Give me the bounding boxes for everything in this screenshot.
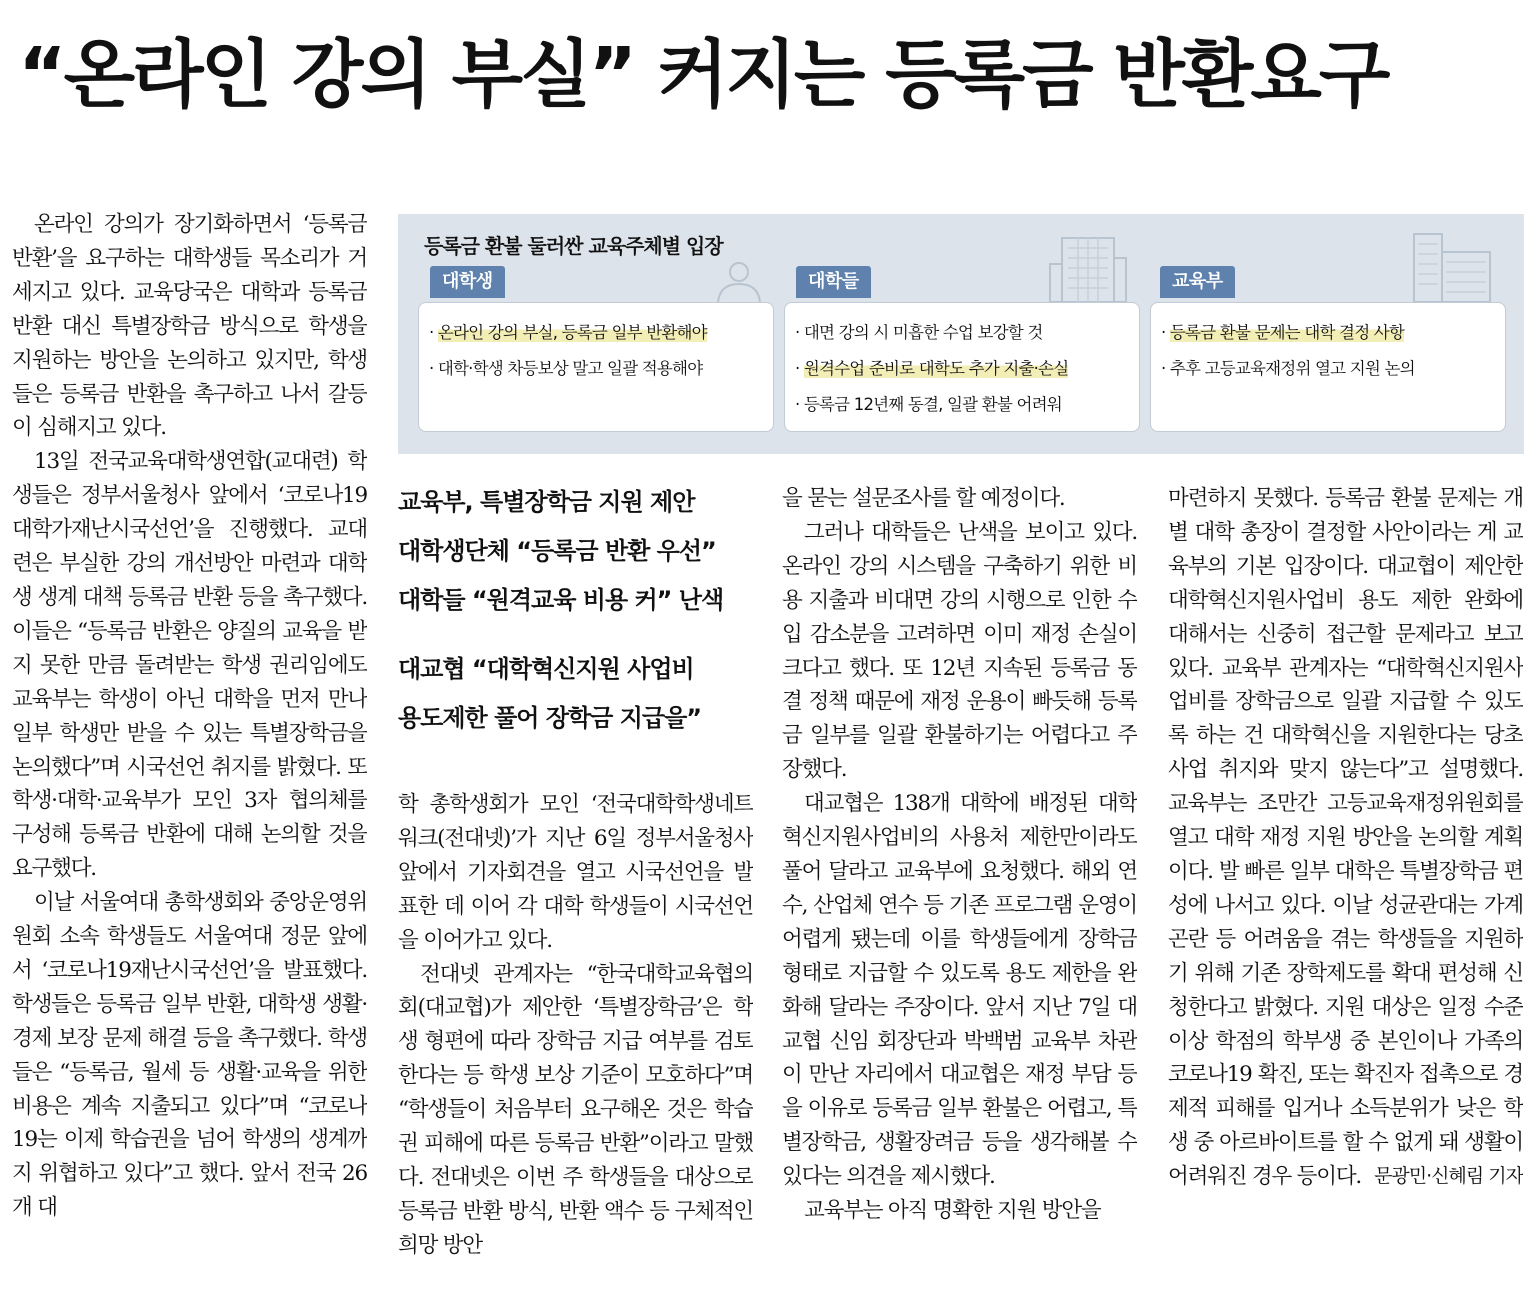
paragraph: 전대넷 관계자는 “한국대학교육협의회(대교협)가 제안한 ‘특별장학금’은 학생 형편에 따라 장학금 지급 여부를 검토한다는 등 학생 보상 기준이 모호하다”며 “학생들이 처음부터 요구해온 것은 학습권 피해에 따른 등록금 반환”이라고 말했다. 전대넷은 이번 주 학생들을 대상으로 등록금 반환 방식, 반환 액수 등 구체적인 희망 방안 bbox=[398, 961, 753, 1258]
article-column-4 bbox=[1168, 482, 1523, 1266]
paragraph bbox=[1168, 482, 1523, 1194]
paragraph: 13일 전국교육대학생연합(교대련) 학생들은 정부서울청사 앞에서 ‘코로나19 대학가재난시국선언’을 진행했다. 교대련은 부실한 강의 개선방안 마련과 대학생 생계 대책 등록금 반환 등을 촉구했다. 이들은 “등록금 반환은 양질의 교육을 받지 못한 만큼 돌려받는 학생 권리임에도 교육부는 학생이 아닌 대학을 먼저 만나 일부 학생만 받을 수 있는 특별장학금을 논의했다”며 시국선언 취지를 밝혔다. 또 학생·대학·교육부가 모인 3자 협의체를 구성해 등록금 반환에 대해 논의할 것을 요구했다. bbox=[12, 449, 367, 882]
subhead-line: 대학들 “원격교육 비용 커” 난색 bbox=[398, 586, 724, 614]
paragraph: 그러나 대학들은 난색을 보이고 있다. 온라인 강의 시스템을 구축하기 위한 비용 지출과 비대면 강의 시행으로 인한 수입 감소분을 고려하면 이미 재정 손실이 크다고 했다. 또 12년 지속된 등록금 동결 정책 때문에 재정 운용이 빠듯해 등록금 일부를 일괄 환불하기는 어렵다고 주장했다. bbox=[782, 519, 1137, 783]
ministry-item-1: · 등록금 환불 문제는 대학 결정 사항 bbox=[1161, 315, 1505, 351]
tag-universities: 대학들 bbox=[796, 266, 871, 298]
infographic-box bbox=[398, 214, 1524, 454]
subheadings bbox=[398, 478, 768, 763]
subhead-group-2 bbox=[398, 645, 768, 743]
tag-ministry: 교육부 bbox=[1160, 266, 1235, 298]
paragraph: 을 묻는 설문조사를 할 예정이다. bbox=[782, 486, 1065, 511]
article-column-1 bbox=[12, 208, 367, 1268]
universities-item-2: · 원격수업 준비로 대학도 추가 지출·손실 bbox=[795, 351, 1139, 387]
tag-students: 대학생 bbox=[430, 266, 505, 298]
paragraph: 교육부는 아직 명확한 지원 방안을 bbox=[804, 1198, 1101, 1224]
ministry-building-icon bbox=[1410, 226, 1494, 302]
students-item-2: · 대학·학생 차등보상 말고 일괄 적용해야 bbox=[429, 351, 773, 387]
paragraph: 이날 서울여대 총학생회와 중앙운영위원회 소속 학생들도 서울여대 정문 앞에서 ‘코로나19재난시국선언’을 발표했다. 학생들은 등록금 일부 반환, 대학생 생활·경제 보장 문제 해결 등을 촉구했다. 학생들은 “등록금, 월세 등 생활·교육을 위한 비용은 계속 지출되고 있다”며 “코로나19는 이제 학습권을 넘어 학생의 생계까지 위협하고 있다”고 했다. 앞서 전국 26개 대 bbox=[12, 890, 367, 1221]
panel-ministry bbox=[1150, 302, 1506, 432]
subhead-group-1 bbox=[398, 478, 768, 625]
universities-item-3: · 등록금 12년째 동결, 일괄 환불 어려워 bbox=[795, 387, 1139, 423]
panel-students bbox=[418, 302, 774, 432]
article-column-2 bbox=[398, 788, 753, 1266]
paragraph-text: 마련하지 못했다. 등록금 환불 문제는 개별 대학 총장이 결정할 사안이라는 게 교육부의 기본 입장이다. 대교협이 제안한 대학혁신지원사업비 용도 제한 완화에 대해서는 신중히 접근할 문제라고 보고 있다. 교육부 관계자는 “대학혁신지원사업비를 장학금으로 일괄 지급할 수 있도록 하는 건 대학혁신을 지원한다는 당초 사업 취지와 맞지 않는다”고 설명했다. 교육부는 조만간 고등교육재정위원회를 열고 대학 재정 지원 방안을 논의할 계획이다. 발 빠른 일부 대학은 특별장학금 편성에 나서고 있다. 이날 성균관대는 가계 곤란 등 어려움을 겪는 학생들을 지원하기 위해 기존 장학제도를 확대 편성해 신청한다고 밝혔다. 지원 대상은 일정 수준 이상 학점의 학부생 중 본인이나 가족의 코로나19 확진, 또는 확진자 접촉으로 경제적 피해를 입거나 소득분위가 낮은 학생 중 아르바이트를 할 수 없게 돼 생활이 어려워진 경우 등이다. bbox=[1168, 486, 1523, 1190]
paragraph: 대교협은 138개 대학에 배정된 대학혁신지원사업비의 사용처 제한만이라도 풀어 달라고 교육부에 요청했다. 해외 연수, 산업체 연수 등 기존 프로그램 운영이 어렵게 됐는데 이를 학생들에게 장학금 형태로 지급할 수 있도록 용도 제한을 완화해 달라는 주장이다. 앞서 지난 7일 대교협 신임 회장단과 박백범 교육부 차관이 만난 자리에서 대교협은 재정 부담 등을 이유로 등록금 일부 환불은 어렵고, 특별장학금, 생활장려금 등을 생각해볼 수 있다는 의견을 제시했다. bbox=[782, 791, 1137, 1190]
infographic-title: 등록금 환불 둘러싼 교육주체별 입장 bbox=[424, 234, 723, 258]
university-building-icon bbox=[1048, 228, 1128, 302]
ministry-item-2: · 추후 고등교육재정위 열고 지원 논의 bbox=[1161, 351, 1505, 387]
subhead-line: 교육부, 특별장학금 지원 제안 bbox=[398, 488, 695, 516]
students-item-1: · 온라인 강의 부실, 등록금 일부 반환해야 bbox=[429, 315, 773, 351]
subhead-line: 대교협 “대학혁신지원 사업비 bbox=[398, 655, 694, 683]
paragraph: 학 총학생회가 모인 ‘전국대학학생네트워크(전대넷)’가 지난 6일 정부서울청사 앞에서 기자회견을 열고 시국선언을 발표한 데 이어 각 대학 학생들이 시국선언을 이어가고 있다. bbox=[398, 792, 753, 953]
subhead-line: 대학생단체 “등록금 반환 우선” bbox=[398, 537, 716, 565]
universities-item-1: · 대면 강의 시 미흡한 수업 보강할 것 bbox=[795, 315, 1139, 351]
byline: 문광민·신혜림 기자 bbox=[1374, 1165, 1523, 1188]
subhead-line: 용도제한 풀어 장학금 지급을” bbox=[398, 704, 702, 732]
panel-universities bbox=[784, 302, 1140, 432]
headline: “온라인 강의 부실” 커지는 등록금 반환요구 bbox=[18, 32, 1388, 118]
paragraph: 온라인 강의가 장기화하면서 ‘등록금 반환’을 요구하는 대학생들 목소리가 거세지고 있다. 교육당국은 대학과 등록금 반환 대신 특별장학금 방식으로 학생을 지원하는 방안을 논의하고 있지만, 학생들은 등록금 반환을 촉구하고 나서 갈등이 심해지고 있다. bbox=[12, 212, 367, 441]
article-column-3 bbox=[782, 482, 1137, 1266]
student-icon bbox=[710, 258, 768, 302]
